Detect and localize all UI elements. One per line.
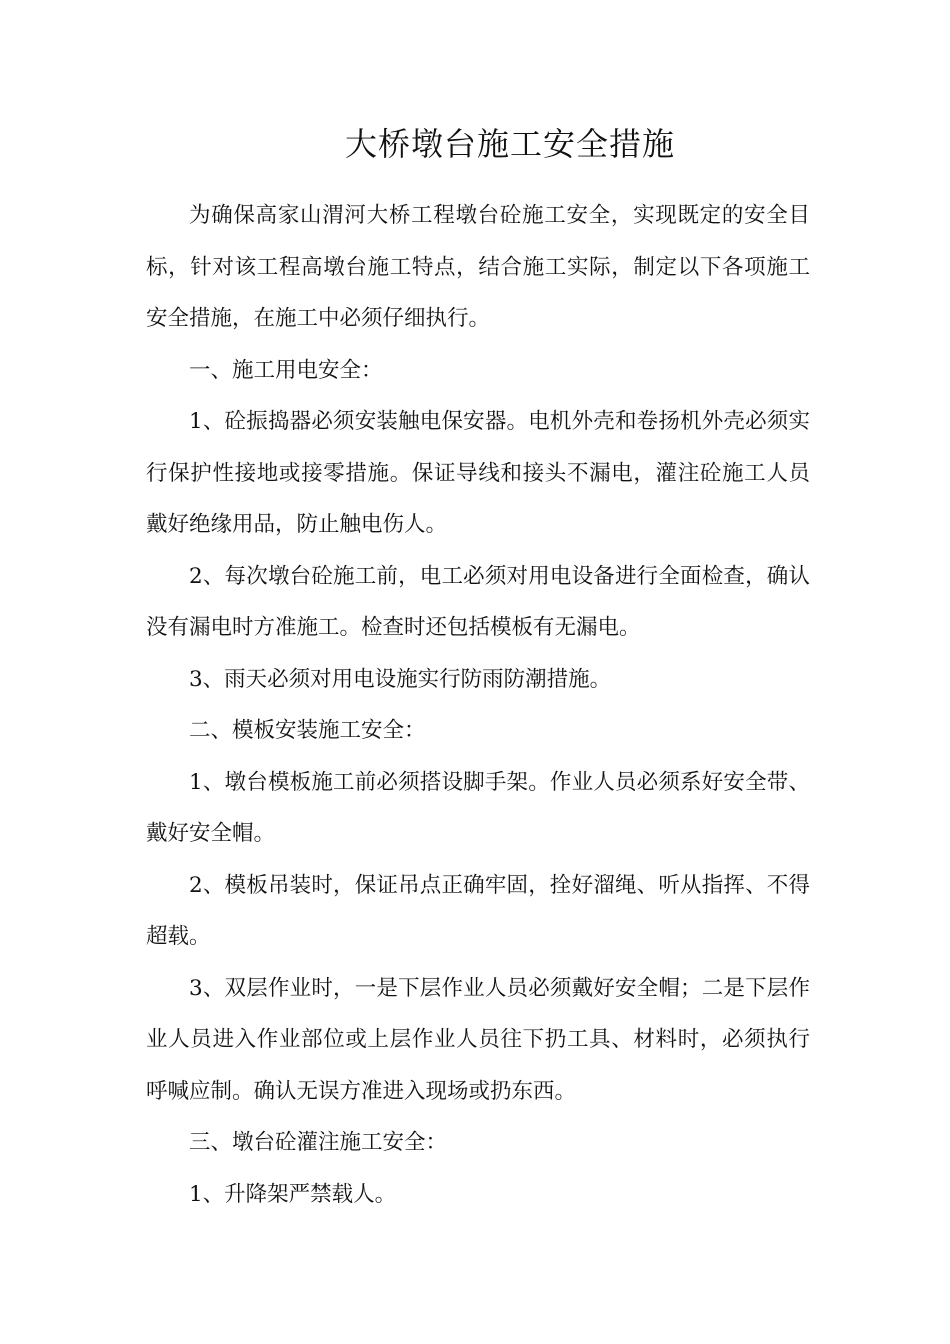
intro-paragraph: 为确保高家山渭河大桥工程墩台砼施工安全，实现既定的安全目标，针对该工程高墩台施工特点，结合施工实际，制定以下各项施工安全措施，在施工中必须仔细执行。 (146, 203, 810, 331)
document-body (146, 190, 810, 1220)
section-heading-formwork-safety: 二、模板安装施工安全： (189, 718, 426, 743)
section-heading-electrical-safety: 一、施工用电安全： (189, 357, 383, 383)
formwork-item-3: 3、双层作业时，一是下层作业人员必须戴好安全帽；二是下层作业人员进入作业部位或上层作业人员往下扔工具、材料时，必须执行呼喊应制。确认无误方准进入现场或扔东西。 (146, 975, 810, 1104)
electrical-item-1: 1、砼振捣器必须安装触电保安器。电机外壳和卷扬机外壳必须实行保护性接地或接零措施。保证导线和接头不漏电，灌注砼施工人员戴好绝缘用品，防止触电伤人。 (146, 409, 810, 537)
section-heading-concrete-pouring-safety: 三、墩台砼灌注施工安全： (189, 1130, 448, 1155)
formwork-item-1: 1、墩台模板施工前必须搭设脚手架。作业人员必须系好安全带、戴好安全帽。 (146, 769, 810, 846)
electrical-item-2: 2、每次墩台砼施工前，电工必须对用电设备进行全面检查，确认没有漏电时方准施工。检查时还包括模板有无漏电。 (146, 563, 810, 640)
concrete-item-1: 1、升降架严禁载人。 (189, 1181, 397, 1207)
formwork-item-2: 2、模板吊装时，保证吊点正确牢固，拴好溜绳、听从指挥、不得超载。 (146, 872, 810, 949)
document-title: 大桥墩台施工安全措施 (344, 125, 675, 163)
electrical-item-3: 3、雨天必须对用电设施实行防雨防潮措施。 (189, 666, 612, 692)
